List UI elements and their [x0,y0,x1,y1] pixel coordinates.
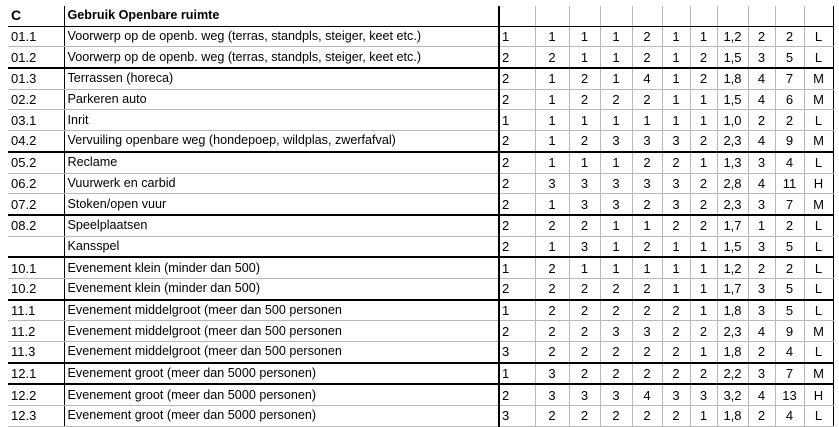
value-cell[interactable]: 1,8 [717,406,748,427]
value-cell[interactable]: 2 [775,26,804,47]
row-code-cell[interactable]: 10.2 [8,278,64,299]
value-cell[interactable]: 2 [632,236,662,257]
value-cell[interactable]: 3 [662,131,690,152]
table-row [8,152,833,173]
value-cell[interactable]: 2 [775,215,804,236]
row-code-cell[interactable]: 01.2 [8,47,64,68]
row-description-cell[interactable]: Voorwerp op de openb. weg (terras, standpls, steiger, keet etc.) [64,47,499,68]
value-cell[interactable]: 3 [569,384,600,405]
table-row [8,257,833,278]
value-cell[interactable]: 2 [535,257,569,278]
value-cell[interactable]: L [804,215,833,236]
value-cell[interactable]: 2 [499,173,535,194]
value-cell[interactable]: 1 [569,26,600,47]
table-row [8,26,833,47]
value-cell[interactable]: 1 [499,363,535,385]
value-cell[interactable]: 4 [748,131,775,152]
spreadsheet-sheet [8,6,834,427]
row-code-cell[interactable] [8,236,64,257]
value-cell[interactable]: 1 [690,257,717,278]
value-cell[interactable]: 1 [499,110,535,131]
value-cell[interactable]: 3 [748,152,775,173]
value-cell[interactable]: 2 [499,194,535,215]
value-cell[interactable]: 3 [535,384,569,405]
value-cell[interactable]: 3 [499,342,535,363]
value-cell[interactable]: 4 [775,152,804,173]
value-cell[interactable]: 1 [600,68,632,89]
header-empty-cell[interactable] [662,6,690,26]
row-description-cell[interactable]: Speelplaatsen [64,215,499,236]
value-cell[interactable]: 4 [632,68,662,89]
value-cell[interactable]: 1 [499,26,535,47]
table-row [8,68,833,89]
header-empty-cell[interactable] [600,6,632,26]
value-cell[interactable]: 2 [499,236,535,257]
value-cell[interactable]: 11 [775,173,804,194]
value-cell[interactable]: 2 [690,47,717,68]
value-cell[interactable]: 4 [748,173,775,194]
value-cell[interactable]: 1 [600,26,632,47]
value-cell[interactable]: 2 [600,300,632,321]
value-cell[interactable]: 3,2 [717,384,748,405]
value-cell[interactable]: 2 [662,300,690,321]
header-empty-cell[interactable] [717,6,748,26]
value-cell[interactable]: 2,3 [717,131,748,152]
value-cell[interactable]: L [804,257,833,278]
value-cell[interactable]: 2 [499,68,535,89]
value-cell[interactable]: M [804,363,833,385]
value-cell[interactable]: 1 [662,257,690,278]
row-description-cell[interactable]: Voorwerp op de openb. weg (terras, standpls, steiger, keet etc.) [64,26,499,47]
table-row [8,215,833,236]
value-cell[interactable]: 3 [600,194,632,215]
value-cell[interactable]: 1 [535,110,569,131]
value-cell[interactable]: 3 [499,406,535,427]
row-code-cell[interactable]: 06.2 [8,173,64,194]
value-cell[interactable]: L [804,300,833,321]
value-cell[interactable]: 2,3 [717,194,748,215]
value-cell[interactable]: 3 [748,363,775,385]
value-cell[interactable]: 1 [690,26,717,47]
row-code-cell[interactable]: 01.3 [8,68,64,89]
value-cell[interactable]: 1 [569,110,600,131]
value-cell[interactable]: 2 [569,278,600,299]
value-cell[interactable]: 2 [535,215,569,236]
row-description-cell[interactable]: Vervuiling openbare weg (hondepoep, wildplas, zwerfafval) [64,131,499,152]
value-cell[interactable]: 2 [748,26,775,47]
value-cell[interactable]: 2 [535,278,569,299]
value-cell[interactable]: H [804,173,833,194]
value-cell[interactable]: 2 [690,68,717,89]
header-title[interactable]: Gebruik Openbare ruimte [64,6,499,26]
value-cell[interactable]: 1 [662,236,690,257]
value-cell[interactable]: 2 [632,278,662,299]
row-code-cell[interactable]: 05.2 [8,152,64,173]
risk-table [8,6,834,427]
value-cell[interactable]: 2 [662,406,690,427]
header-empty-cell[interactable] [690,6,717,26]
row-description-cell[interactable]: Evenement groot (meer dan 5000 personen) [64,384,499,405]
value-cell[interactable]: M [804,68,833,89]
value-cell[interactable]: 2,3 [717,321,748,342]
value-cell[interactable]: 1,0 [717,110,748,131]
value-cell[interactable]: L [804,26,833,47]
value-cell[interactable]: 2 [535,342,569,363]
value-cell[interactable]: 1 [662,26,690,47]
value-cell[interactable]: 1 [535,89,569,110]
value-cell[interactable]: 3 [569,236,600,257]
value-cell[interactable]: 2 [535,300,569,321]
value-cell[interactable]: 1,5 [717,89,748,110]
value-cell[interactable]: H [804,384,833,405]
value-cell[interactable]: 2 [600,278,632,299]
value-cell[interactable]: 2 [535,406,569,427]
value-cell[interactable]: M [804,89,833,110]
row-description-cell[interactable]: Kansspel [64,236,499,257]
row-description-cell[interactable]: Evenement groot (meer dan 5000 personen) [64,363,499,385]
value-cell[interactable]: 1,7 [717,278,748,299]
value-cell[interactable]: 2 [569,363,600,385]
value-cell[interactable]: 3 [748,236,775,257]
value-cell[interactable]: 2 [775,110,804,131]
value-cell[interactable]: 2 [569,89,600,110]
value-cell[interactable]: 3 [662,194,690,215]
value-cell[interactable]: 1 [690,300,717,321]
value-cell[interactable]: 4 [748,68,775,89]
value-cell[interactable]: 2 [569,68,600,89]
value-cell[interactable]: 1 [535,131,569,152]
row-code-cell[interactable]: 12.2 [8,384,64,405]
value-cell[interactable]: 2 [535,47,569,68]
value-cell[interactable]: 13 [775,384,804,405]
value-cell[interactable]: L [804,110,833,131]
value-cell[interactable]: 2 [632,363,662,385]
row-description-cell[interactable]: Evenement middelgroot (meer dan 500 personen [64,300,499,321]
value-cell[interactable]: 3 [662,173,690,194]
row-code-cell[interactable]: 02.2 [8,89,64,110]
value-cell[interactable]: 2 [499,321,535,342]
value-cell[interactable]: 3 [662,384,690,405]
row-code-cell[interactable]: 07.2 [8,194,64,215]
value-cell[interactable]: 7 [775,194,804,215]
table-row [8,363,833,385]
value-cell[interactable]: 2 [499,278,535,299]
value-cell[interactable]: 2 [632,406,662,427]
header-empty-cell[interactable] [775,6,804,26]
value-cell[interactable]: 1 [600,110,632,131]
value-cell[interactable]: 9 [775,321,804,342]
table-row [8,131,833,152]
value-cell[interactable]: 5 [775,278,804,299]
value-cell[interactable]: 2 [569,131,600,152]
value-cell[interactable]: 2 [569,342,600,363]
value-cell[interactable]: 1 [690,89,717,110]
value-cell[interactable]: 1,7 [717,215,748,236]
row-code-cell[interactable]: 04.2 [8,131,64,152]
value-cell[interactable]: 2 [690,363,717,385]
header-empty-cell[interactable] [748,6,775,26]
table-row [8,110,833,131]
row-description-cell[interactable]: Parkeren auto [64,89,499,110]
value-cell[interactable]: 4 [775,342,804,363]
value-cell[interactable]: 2 [535,321,569,342]
table-row [8,47,833,68]
row-description-cell[interactable]: Evenement klein (minder dan 500) [64,257,499,278]
value-cell[interactable]: 1 [748,215,775,236]
value-cell[interactable]: 2 [632,342,662,363]
value-cell[interactable]: L [804,47,833,68]
value-cell[interactable]: 2 [499,384,535,405]
table-row [8,384,833,405]
table-row [8,406,833,427]
value-cell[interactable]: 2 [632,89,662,110]
value-cell[interactable]: 2,8 [717,173,748,194]
table-row [8,278,833,299]
value-cell[interactable]: 3 [535,173,569,194]
value-cell[interactable]: 2 [632,47,662,68]
value-cell[interactable]: 2 [632,152,662,173]
value-cell[interactable]: 3 [632,321,662,342]
value-cell[interactable]: L [804,406,833,427]
header-empty-cell[interactable] [499,6,535,26]
value-cell[interactable]: 1 [535,68,569,89]
header-code[interactable]: C [8,6,64,26]
table-row [8,194,833,215]
value-cell[interactable]: 1 [569,47,600,68]
value-cell[interactable]: 1,8 [717,300,748,321]
row-code-cell[interactable]: 11.2 [8,321,64,342]
value-cell[interactable]: 1,8 [717,68,748,89]
value-cell[interactable]: 1 [600,257,632,278]
value-cell[interactable]: 2 [690,194,717,215]
value-cell[interactable]: 2 [499,131,535,152]
value-cell[interactable]: 2 [569,215,600,236]
value-cell[interactable]: 2 [748,406,775,427]
value-cell[interactable]: 1 [690,342,717,363]
value-cell[interactable]: 2 [632,300,662,321]
value-cell[interactable]: 2 [600,363,632,385]
row-description-cell[interactable]: Terrassen (horeca) [64,68,499,89]
value-cell[interactable]: 2 [499,152,535,173]
value-cell[interactable]: 1 [535,194,569,215]
row-description-cell[interactable]: Stoken/open vuur [64,194,499,215]
row-code-cell[interactable]: 01.1 [8,26,64,47]
table-row [8,236,833,257]
value-cell[interactable]: 1,5 [717,236,748,257]
value-cell[interactable]: 3 [600,173,632,194]
value-cell[interactable]: 2 [662,321,690,342]
value-cell[interactable]: 2 [632,194,662,215]
row-description-cell[interactable]: Vuurwerk en carbid [64,173,499,194]
value-cell[interactable]: 1 [690,110,717,131]
value-cell[interactable]: 4 [632,384,662,405]
value-cell[interactable]: 3 [600,131,632,152]
value-cell[interactable]: 2 [600,89,632,110]
value-cell[interactable]: 3 [535,363,569,385]
value-cell[interactable]: 2 [569,300,600,321]
value-cell[interactable]: L [804,342,833,363]
value-cell[interactable]: L [804,278,833,299]
value-cell[interactable]: 1 [499,257,535,278]
value-cell[interactable]: 2 [600,342,632,363]
value-cell[interactable]: 2 [662,363,690,385]
value-cell[interactable]: 2 [748,257,775,278]
row-description-cell[interactable]: Evenement groot (meer dan 5000 personen) [64,406,499,427]
value-cell[interactable]: 2 [632,26,662,47]
value-cell[interactable]: 5 [775,300,804,321]
value-cell[interactable]: 6 [775,89,804,110]
value-cell[interactable]: 1 [600,152,632,173]
row-description-cell[interactable]: Evenement middelgroot (meer dan 500 personen [64,342,499,363]
value-cell[interactable]: 4 [748,321,775,342]
table-row [8,342,833,363]
value-cell[interactable]: 2 [600,406,632,427]
header-empty-cell[interactable] [535,6,569,26]
value-cell[interactable]: 3 [690,384,717,405]
value-cell[interactable]: L [804,236,833,257]
value-cell[interactable]: 1 [662,89,690,110]
value-cell[interactable]: 3 [569,173,600,194]
value-cell[interactable]: 1 [632,257,662,278]
value-cell[interactable]: 1 [662,110,690,131]
value-cell[interactable]: 3 [632,173,662,194]
header-empty-cell[interactable] [632,6,662,26]
row-code-cell[interactable]: 08.2 [8,215,64,236]
value-cell[interactable]: 2 [748,110,775,131]
row-code-cell[interactable]: 03.1 [8,110,64,131]
row-code-cell[interactable]: 11.3 [8,342,64,363]
value-cell[interactable]: 3 [569,194,600,215]
value-cell[interactable]: 1 [690,152,717,173]
value-cell[interactable]: 1 [600,47,632,68]
value-cell[interactable]: 2 [690,131,717,152]
value-cell[interactable]: 1 [632,110,662,131]
header-row [8,6,833,26]
value-cell[interactable]: 1 [690,278,717,299]
row-code-cell[interactable]: 12.3 [8,406,64,427]
value-cell[interactable]: 2 [662,342,690,363]
row-description-cell[interactable]: Reclame [64,152,499,173]
value-cell[interactable]: 2 [775,257,804,278]
value-cell[interactable]: 3 [748,278,775,299]
value-cell[interactable]: 3 [600,384,632,405]
value-cell[interactable]: 7 [775,363,804,385]
value-cell[interactable]: 2 [690,173,717,194]
header-empty-cell[interactable] [569,6,600,26]
value-cell[interactable]: L [804,152,833,173]
value-cell[interactable]: 3 [632,131,662,152]
value-cell[interactable]: 2 [662,215,690,236]
value-cell[interactable]: 2 [690,321,717,342]
value-cell[interactable]: 3 [748,47,775,68]
value-cell[interactable]: 3 [748,194,775,215]
value-cell[interactable]: 2 [569,321,600,342]
value-cell[interactable]: 5 [775,236,804,257]
value-cell[interactable]: 1,2 [717,257,748,278]
value-cell[interactable]: 1 [662,278,690,299]
value-cell[interactable]: 1 [535,152,569,173]
value-cell[interactable]: 3 [748,300,775,321]
value-cell[interactable]: 1,5 [717,47,748,68]
value-cell[interactable]: 3 [600,321,632,342]
value-cell[interactable]: 2,2 [717,363,748,385]
row-description-cell[interactable]: Evenement middelgroot (meer dan 500 personen [64,321,499,342]
value-cell[interactable]: 2 [499,215,535,236]
value-cell[interactable]: 2 [569,406,600,427]
value-cell[interactable]: 1 [690,236,717,257]
value-cell[interactable]: 1 [535,26,569,47]
row-description-cell[interactable]: Inrit [64,110,499,131]
value-cell[interactable]: 1 [662,68,690,89]
row-code-cell[interactable]: 11.1 [8,300,64,321]
row-description-cell[interactable]: Evenement klein (minder dan 500) [64,278,499,299]
value-cell[interactable]: 1 [569,257,600,278]
value-cell[interactable]: 2 [748,342,775,363]
row-code-cell[interactable]: 12.1 [8,363,64,385]
value-cell[interactable]: 1 [632,215,662,236]
value-cell[interactable]: M [804,131,833,152]
value-cell[interactable]: 1 [690,406,717,427]
value-cell[interactable]: M [804,321,833,342]
row-code-cell[interactable]: 10.1 [8,257,64,278]
value-cell[interactable]: 1 [662,47,690,68]
value-cell[interactable]: 4 [775,406,804,427]
value-cell[interactable]: M [804,194,833,215]
value-cell[interactable]: 2 [499,89,535,110]
value-cell[interactable]: 1 [600,215,632,236]
value-cell[interactable]: 1,8 [717,342,748,363]
value-cell[interactable]: 1 [569,152,600,173]
value-cell[interactable]: 5 [775,47,804,68]
value-cell[interactable]: 7 [775,68,804,89]
value-cell[interactable]: 4 [748,89,775,110]
value-cell[interactable]: 2 [499,47,535,68]
value-cell[interactable]: 1 [499,300,535,321]
value-cell[interactable]: 2 [690,215,717,236]
value-cell[interactable]: 1,2 [717,26,748,47]
value-cell[interactable]: 4 [748,384,775,405]
table-row [8,173,833,194]
value-cell[interactable]: 2 [662,152,690,173]
header-empty-cell[interactable] [804,6,833,26]
table-row [8,300,833,321]
value-cell[interactable]: 9 [775,131,804,152]
table-row [8,89,833,110]
value-cell[interactable]: 1,3 [717,152,748,173]
table-row [8,321,833,342]
value-cell[interactable]: 1 [535,236,569,257]
value-cell[interactable]: 1 [600,236,632,257]
